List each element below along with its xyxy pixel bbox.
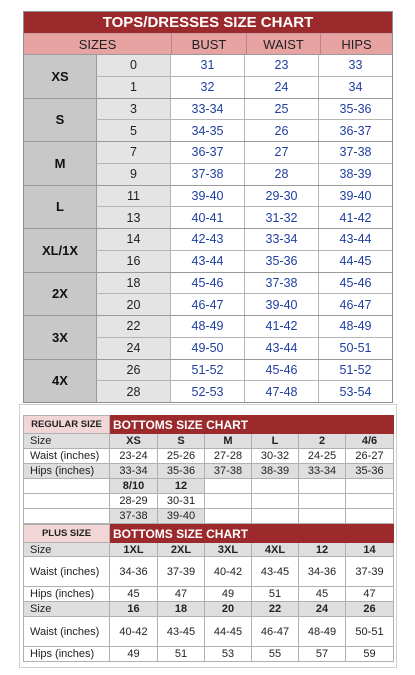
size-row: [96, 206, 392, 228]
hips-value: 37-38: [318, 142, 392, 163]
bust-value: 36-37: [170, 142, 244, 163]
size-cell: 4XL: [252, 543, 299, 557]
hips-value: 39-40: [318, 186, 392, 207]
size-group: [24, 98, 392, 142]
tops-header-row: [24, 33, 392, 54]
value-cell: 35-36: [346, 464, 394, 479]
hips-value: 46-47: [318, 294, 392, 315]
size-group-label: XS: [24, 55, 96, 98]
size-row: [96, 337, 392, 359]
size-group: [24, 359, 392, 403]
size-number: 18: [97, 273, 170, 294]
size-row: [96, 250, 392, 272]
size-cell: XS: [110, 434, 158, 449]
plus-size-row-a: [24, 543, 394, 557]
blank-cell: [205, 494, 252, 509]
value-cell: 51: [158, 647, 205, 662]
blank-cell: [24, 509, 110, 524]
hips-value: 45-46: [318, 273, 392, 294]
blank-cell: [346, 479, 394, 494]
size-group-label: 4X: [24, 360, 96, 403]
waist-value: 29-30: [244, 186, 318, 207]
blank-cell: [252, 479, 299, 494]
row-label: Hips (inches): [24, 587, 110, 602]
size-cell: 8/10: [110, 479, 158, 494]
waist-value: 33-34: [244, 229, 318, 250]
size-number: 13: [97, 207, 170, 228]
value-cell: 33-34: [110, 464, 158, 479]
bust-value: 40-41: [170, 207, 244, 228]
value-cell: 49: [205, 587, 252, 602]
size-group-label: L: [24, 186, 96, 229]
size-row: [96, 229, 392, 250]
size-row: [96, 360, 392, 381]
bust-value: 43-44: [170, 251, 244, 272]
plus-bottoms-table: [23, 524, 394, 662]
size-cell: 2XL: [158, 543, 205, 557]
bust-value: 32: [170, 77, 244, 98]
row-label: Hips (inches): [24, 464, 110, 479]
blank-cell: [252, 509, 299, 524]
row-label: Waist (inches): [24, 557, 110, 587]
blank-cell: [205, 509, 252, 524]
size-row: [96, 273, 392, 294]
size-number: 3: [97, 99, 170, 120]
size-group-label: M: [24, 142, 96, 185]
value-cell: 51: [252, 587, 299, 602]
value-cell: 35-36: [158, 464, 205, 479]
blank-cell: [346, 494, 394, 509]
blank-cell: [299, 494, 346, 509]
hips-value: 36-37: [318, 120, 392, 141]
value-cell: 45: [299, 587, 346, 602]
size-cell: L: [252, 434, 299, 449]
hips-value: 50-51: [318, 338, 392, 359]
plus-size-row-b: [24, 602, 394, 617]
waist-value: 28: [244, 164, 318, 185]
value-cell: 43-45: [252, 557, 299, 587]
size-cell: M: [205, 434, 252, 449]
header-sizes: SIZES: [24, 33, 171, 54]
size-cell: 26: [346, 602, 394, 617]
plus-hips-row-b: [24, 647, 394, 662]
value-cell: 50-51: [346, 617, 394, 647]
size-group: [24, 228, 392, 272]
value-cell: 33-34: [299, 464, 346, 479]
size-cell: 4/6: [346, 434, 394, 449]
bust-value: 46-47: [170, 294, 244, 315]
size-cell: S: [158, 434, 205, 449]
size-cell: 20: [205, 602, 252, 617]
regular-bottoms-title: BOTTOMS SIZE CHART: [110, 416, 394, 434]
waist-value: 41-42: [244, 316, 318, 337]
blank-cell: [24, 479, 110, 494]
waist-value: 27: [244, 142, 318, 163]
size-row: [96, 293, 392, 315]
header-hips: HIPS: [320, 33, 392, 54]
value-cell: 53: [205, 647, 252, 662]
size-number: 1: [97, 77, 170, 98]
size-row: [96, 76, 392, 98]
waist-value: 37-38: [244, 273, 318, 294]
header-bust: BUST: [171, 33, 246, 54]
size-cell: 24: [299, 602, 346, 617]
size-cell: 12: [158, 479, 205, 494]
header-waist: WAIST: [246, 33, 320, 54]
hips-value: 51-52: [318, 360, 392, 381]
regular-waist-row: [24, 449, 394, 464]
value-cell: 45: [110, 587, 158, 602]
regular-extra-size-row: [24, 479, 394, 494]
value-cell: 57: [299, 647, 346, 662]
size-number: 26: [97, 360, 170, 381]
size-number: 11: [97, 186, 170, 207]
value-cell: 27-28: [205, 449, 252, 464]
hips-value: 38-39: [318, 164, 392, 185]
waist-value: 47-48: [244, 381, 318, 402]
value-cell: 48-49: [299, 617, 346, 647]
bust-value: 39-40: [170, 186, 244, 207]
hips-value: 43-44: [318, 229, 392, 250]
size-number: 14: [97, 229, 170, 250]
row-label: Waist (inches): [24, 617, 110, 647]
regular-extra-waist-row: [24, 494, 394, 509]
hips-value: 48-49: [318, 316, 392, 337]
value-cell: 23-24: [110, 449, 158, 464]
waist-value: 43-44: [244, 338, 318, 359]
value-cell: 24-25: [299, 449, 346, 464]
value-cell: 47: [346, 587, 394, 602]
hips-value: 44-45: [318, 251, 392, 272]
bust-value: 37-38: [170, 164, 244, 185]
waist-value: 25: [244, 99, 318, 120]
tops-size-chart: [23, 11, 393, 403]
bust-value: 52-53: [170, 381, 244, 402]
size-group: [24, 141, 392, 185]
size-number: 22: [97, 316, 170, 337]
regular-hips-row: [24, 464, 394, 479]
size-cell: 1XL: [110, 543, 158, 557]
size-number: 7: [97, 142, 170, 163]
value-cell: 37-39: [346, 557, 394, 587]
regular-extra-hips-row: [24, 509, 394, 524]
value-cell: 43-45: [158, 617, 205, 647]
hips-value: 35-36: [318, 99, 392, 120]
regular-bottoms-table: [23, 415, 394, 524]
size-group-label: XL/1X: [24, 229, 96, 272]
size-number: 24: [97, 338, 170, 359]
value-cell: 25-26: [158, 449, 205, 464]
bust-value: 34-35: [170, 120, 244, 141]
size-group: [24, 54, 392, 98]
regular-size-tag: REGULAR SIZE: [24, 416, 110, 434]
value-cell: 55: [252, 647, 299, 662]
size-group-label: 3X: [24, 316, 96, 359]
value-cell: 38-39: [252, 464, 299, 479]
row-label: Size: [24, 543, 110, 557]
bust-value: 31: [170, 55, 244, 76]
size-row: [96, 316, 392, 337]
size-cell: 16: [110, 602, 158, 617]
hips-value: 41-42: [318, 207, 392, 228]
row-label: Hips (inches): [24, 647, 110, 662]
hips-value: 53-54: [318, 381, 392, 402]
waist-value: 24: [244, 77, 318, 98]
plus-size-tag: PLUS SIZE: [24, 525, 110, 543]
blank-cell: [346, 509, 394, 524]
size-group: [24, 272, 392, 316]
row-label: Waist (inches): [24, 449, 110, 464]
blank-cell: [299, 509, 346, 524]
plus-bottoms-title: BOTTOMS SIZE CHART: [110, 525, 394, 543]
value-cell: 46-47: [252, 617, 299, 647]
bust-value: 48-49: [170, 316, 244, 337]
size-group: [24, 315, 392, 359]
bust-value: 42-43: [170, 229, 244, 250]
tops-chart-title: TOPS/DRESSES SIZE CHART: [24, 12, 392, 33]
value-cell: 37-38: [205, 464, 252, 479]
size-group-label: 2X: [24, 273, 96, 316]
value-cell: 30-31: [158, 494, 205, 509]
waist-value: 35-36: [244, 251, 318, 272]
value-cell: 34-36: [299, 557, 346, 587]
size-row: [96, 55, 392, 76]
value-cell: 49: [110, 647, 158, 662]
value-cell: 37-38: [110, 509, 158, 524]
regular-size-row: [24, 434, 394, 449]
size-row: [96, 186, 392, 207]
value-cell: 40-42: [205, 557, 252, 587]
value-cell: 40-42: [110, 617, 158, 647]
bust-value: 51-52: [170, 360, 244, 381]
size-group: [24, 185, 392, 229]
value-cell: 59: [346, 647, 394, 662]
blank-cell: [24, 494, 110, 509]
size-cell: 18: [158, 602, 205, 617]
size-cell: 3XL: [205, 543, 252, 557]
size-row: [96, 119, 392, 141]
size-cell: 2: [299, 434, 346, 449]
waist-value: 45-46: [244, 360, 318, 381]
value-cell: 30-32: [252, 449, 299, 464]
value-cell: 28-29: [110, 494, 158, 509]
value-cell: 34-36: [110, 557, 158, 587]
size-row: [96, 99, 392, 120]
bust-value: 45-46: [170, 273, 244, 294]
row-label: Size: [24, 434, 110, 449]
size-number: 20: [97, 294, 170, 315]
size-cell: 12: [299, 543, 346, 557]
blank-cell: [205, 479, 252, 494]
size-number: 16: [97, 251, 170, 272]
waist-value: 23: [244, 55, 318, 76]
hips-value: 34: [318, 77, 392, 98]
tops-body: [24, 54, 392, 402]
value-cell: 26-27: [346, 449, 394, 464]
plus-waist-row-a: [24, 557, 394, 587]
waist-value: 39-40: [244, 294, 318, 315]
value-cell: 39-40: [158, 509, 205, 524]
size-row: [96, 142, 392, 163]
hips-value: 33: [318, 55, 392, 76]
size-number: 5: [97, 120, 170, 141]
value-cell: 44-45: [205, 617, 252, 647]
plus-waist-row-b: [24, 617, 394, 647]
row-label: Size: [24, 602, 110, 617]
waist-value: 26: [244, 120, 318, 141]
size-cell: 22: [252, 602, 299, 617]
size-row: [96, 380, 392, 402]
plus-hips-row-a: [24, 587, 394, 602]
waist-value: 31-32: [244, 207, 318, 228]
value-cell: 47: [158, 587, 205, 602]
blank-cell: [299, 479, 346, 494]
size-row: [96, 163, 392, 185]
bust-value: 33-34: [170, 99, 244, 120]
size-number: 9: [97, 164, 170, 185]
bust-value: 49-50: [170, 338, 244, 359]
size-number: 28: [97, 381, 170, 402]
blank-cell: [252, 494, 299, 509]
size-group-label: S: [24, 99, 96, 142]
size-number: 0: [97, 55, 170, 76]
value-cell: 37-39: [158, 557, 205, 587]
size-cell: 14: [346, 543, 394, 557]
